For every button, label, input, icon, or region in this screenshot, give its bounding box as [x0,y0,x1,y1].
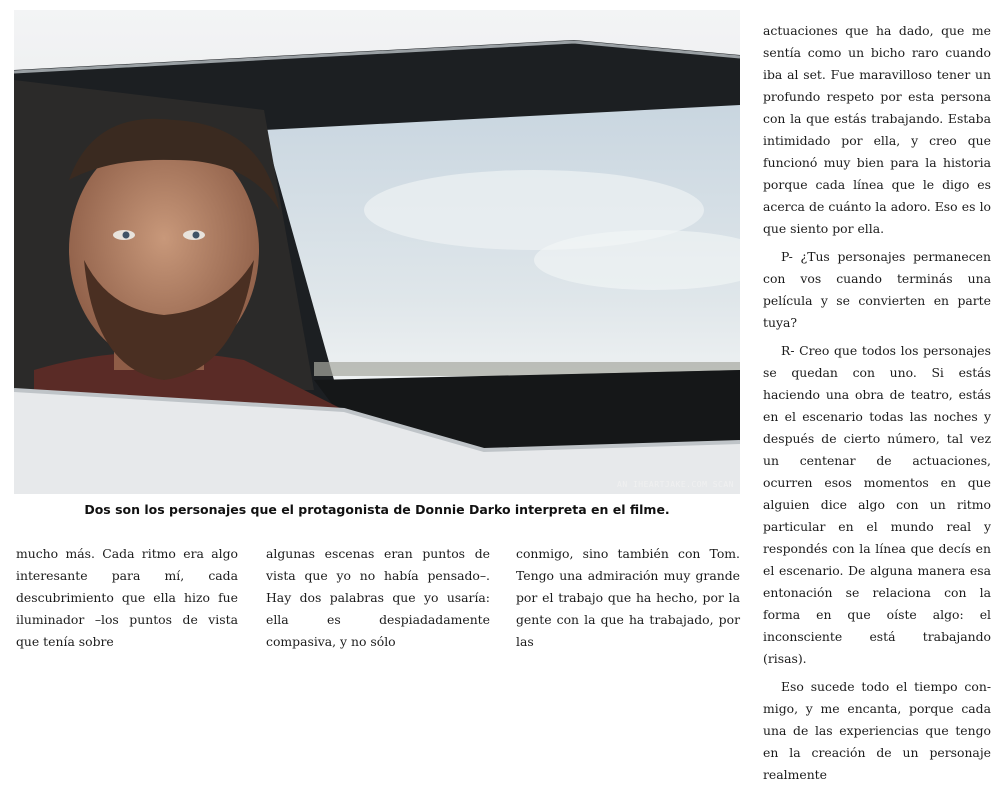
column-3-text: conmigo, sino también con Tom. Tengo una admiración muy grande por el trabajo que ha hecho, por la gente con la que ha trabajado, por las [516,546,740,649]
article-column-4 [763,20,991,786]
article-photo [14,10,740,494]
column-4-paragraph-1: actuaciones que ha dado, que me sentía como un bicho raro cuando iba al set. Fue maravilloso tener un profundo respeto por esta persona con la que estás trabajando. Estaba intimidado por ella, y creo que funcionó muy bien para la historia porque cada línea que le digo es acerca de cuánto la adoro. Eso es lo que siento por ella. [763,23,991,236]
column-1-text: mucho más. Cada ritmo era algo interesante para mí, cada descubrimiento que ella hizo fue iluminador –los puntos de vista que tenía sobre [16,546,238,649]
column-2-text: algunas escenas eran puntos de vista que yo no había pensado–. Hay dos palabras que yo usaría: ella es despiadadamente compasiva, y no sólo [266,546,490,649]
photo-caption: Dos son los personajes que el protagonista de Donnie Darko interpreta en el filme. [84,502,670,517]
article-column-3 [516,543,740,653]
photo-watermark: AN IHEARTJAKE.COM SCAN [617,480,734,489]
column-4-paragraph-4: Eso sucede todo el tiempo conmigo, y me encanta, porque cada una de las experiencias que tengo en la creación de un personaje realmente [763,679,991,782]
article-column-1 [16,543,238,653]
column-4-question: P- ¿Tus personajes permanecen con vos cuando terminás una película y se convierten en parte tuya? [763,249,991,330]
article-column-2 [266,543,490,653]
car-window-photo [14,10,740,494]
column-4-answer: R- Creo que todos los personajes se quedan con uno. Si estás haciendo una obra de teatro, estás en el escenario todas las noches y después de cierto número, tal vez un centenar de actuaciones, ocurren esos momentos en que alguien dice algo con un ritmo particular en el mundo real y respondés con la línea que decís en el escenario. De alguna manera esa entonación se relaciona con la forma en que oíste algo: el inconsciente está trabajando (risas). [763,343,991,666]
